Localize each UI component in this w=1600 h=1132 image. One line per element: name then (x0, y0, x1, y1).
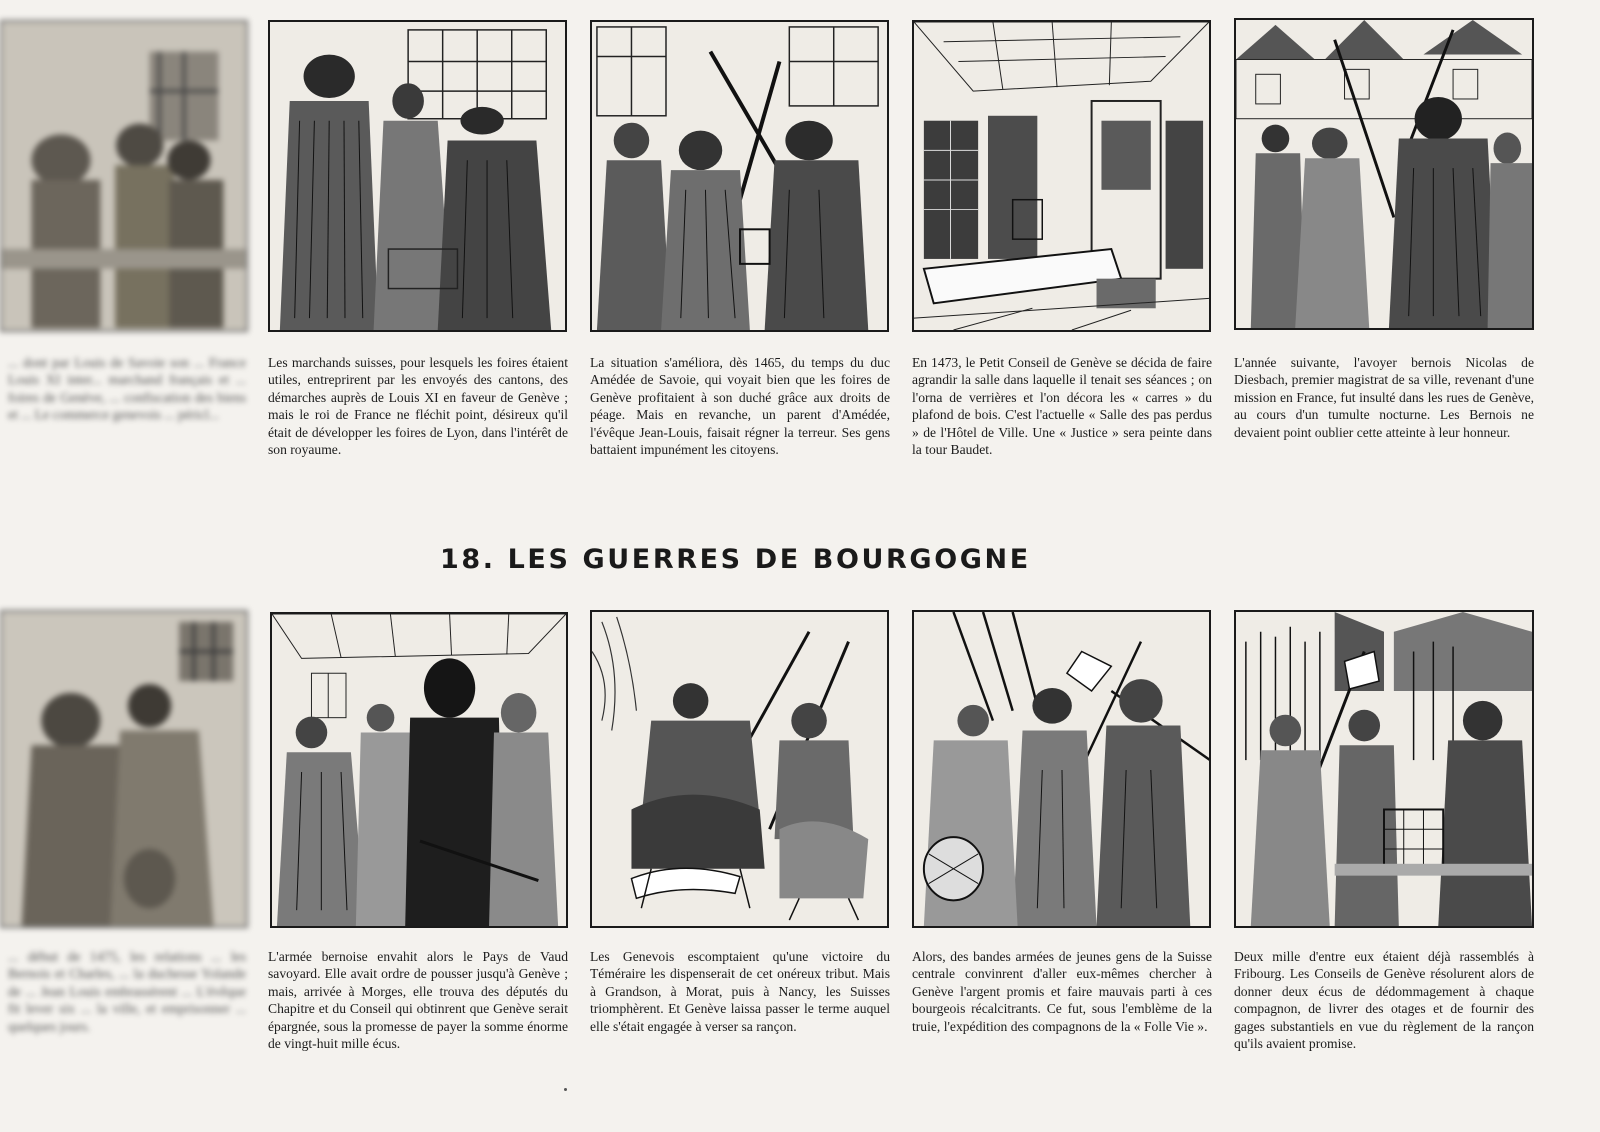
caption-top-1: ... dont par Louis de Savoie son ... France Louis XI inter... marchand français et ... foires de Genève, ... confiscation des biens et ... Le commerce genevois ... péricl... (8, 355, 246, 423)
illustration-fribourg-gathering (1234, 610, 1534, 928)
caption-bottom-5: Deux mille d'entre eux étaient déjà rassemblés à Fribourg. Les Conseils de Genève résolurent alors de donner deux écus de dédommagement à chaque compagnon, de livrer des otages et de fournir des gages substantiels en vue du règlement de la rançon qu'ils avaient promise. (1234, 949, 1534, 1052)
section-title: 18. LES GUERRES DE BOURGOGNE (440, 544, 1031, 575)
caption-bottom-4: Alors, des bandes armées de jeunes gens de la Suisse centrale convinrent d'aller eux-mêmes chercher à Genève l'argent promis et faire mauvais parti à ces bourgeois récalcitrants. Ce fut, sous l'emblème de la truie, l'expédition des compagnons de la « Folle Vie ». (912, 949, 1212, 1034)
illustration-bernese-army-deputies (270, 612, 568, 928)
caption-top-5: L'année suivante, l'avoyer bernois Nicolas de Diesbach, premier magistrat de sa ville, revenant d'une mission en France, fut insulté dans les rues de Genève, au cours d'un tumulte nocturne. Les Bernois ne devaient point oublier cette atteinte à leur honneur. (1234, 355, 1534, 440)
illustration-seated-figures-blurred (0, 610, 248, 928)
paper-speck (564, 1088, 567, 1091)
illustration-battle-cavalry (590, 610, 889, 928)
illustration-street-tumult (1234, 18, 1534, 330)
illustration-folle-vie-march (912, 610, 1211, 928)
caption-bottom-3: Les Genevois escomptaient qu'une victoire du Téméraire les dispenserait de cet onéreux tribut. Mais à Grandson, à Morat, puis à Nancy, les Suisses triomphèrent. Et Genève laissa passer le terme auquel elle s'était engagée à verser sa rançon. (590, 949, 890, 1034)
caption-bottom-1: ... début de 1475, les relations ... les Bernois et Charles, ... la duchesse Yolande de ... Jean Louis embrassèrent ... L'évêque fit lever six ... la ville, et emprisonner ... quelques jours. (8, 949, 246, 1034)
caption-top-3: La situation s'améliora, dès 1465, du temps du duc Amédée de Savoie, qui voyait bien que les foires de Genève profitaient à son duché grâce aux droits de péage. Mais en revanche, un parent d'Amédée, l'évêque Jean-Louis, faisait régner la terreur. Ses gens battaient impunément les citoyens. (590, 355, 890, 458)
illustration-street-brawl (590, 20, 889, 332)
caption-bottom-2: L'armée bernoise envahit alors le Pays de Vaud savoyard. Elle avait ordre de pousser jusqu'à Genève ; mais, arrivée à Morges, elle trouva des députés du Chapitre et du Conseil qui obtinrent que Genève serait épargnée, sous la promesse de payer la somme énorme de vingt-huit mille écus. (268, 949, 568, 1052)
illustration-interior-merchants-blurred (0, 20, 248, 332)
illustration-council-hall (912, 20, 1211, 332)
caption-top-4: En 1473, le Petit Conseil de Genève se décida de faire agrandir la salle dans laquelle il tenait ses séances ; on l'orna de verrières et l'on décora les « carres » du plafond de bois. C'est l'actuelle « Salle des pas perdus » de l'Hôtel de Ville. Une « Justice » sera peinte dans la tour Baudet. (912, 355, 1212, 458)
caption-top-2: Les marchands suisses, pour lesquels les foires étaient utiles, entreprirent par les envoyés des cantons, des démarches auprès de Louis XI en faveur de Genève ; mais le roi de France ne fléchit point, désireux qu'il était de développer les foires de Lyon, dans l'intérêt de son royaume. (268, 355, 568, 458)
illustration-merchants-audience (268, 20, 567, 332)
